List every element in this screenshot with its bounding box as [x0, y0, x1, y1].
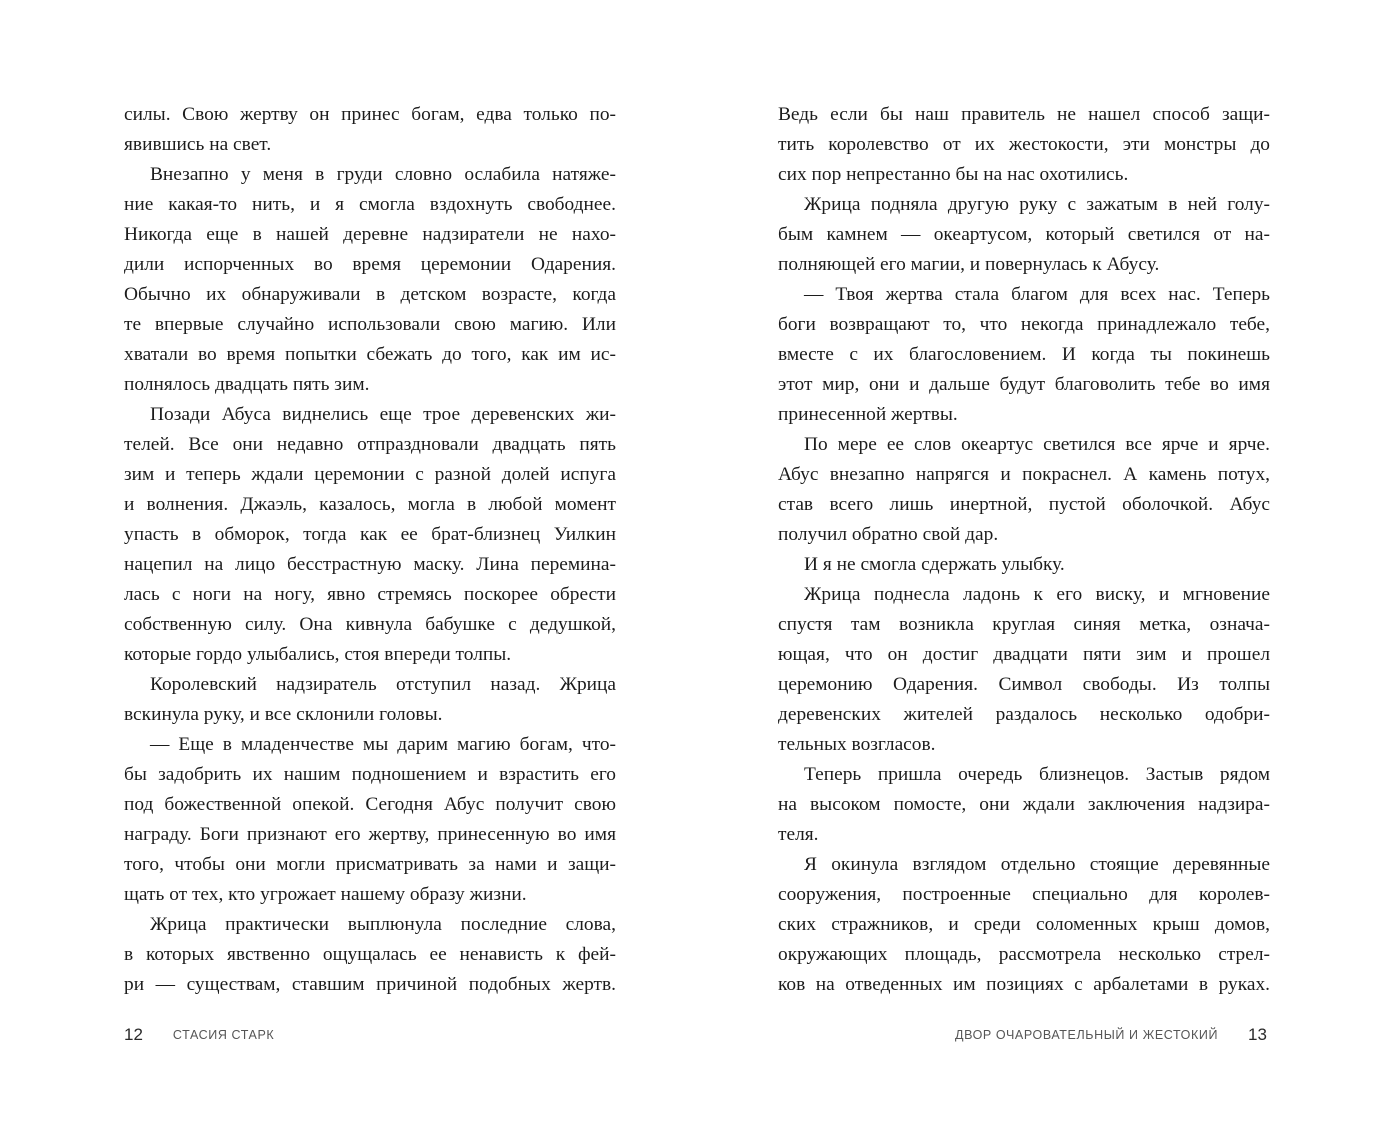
text-line: деревенских жителей раздалось несколько одобри- — [778, 704, 1270, 725]
text-line: Ведь если бы наш правитель не нашел способ защи- — [778, 104, 1270, 125]
text-line: И я не смогла сдержать улыбку. — [804, 554, 1065, 575]
text-line: Позади Абуса виднелись еще трое деревенских жи- — [150, 404, 616, 425]
text-line: на высоком помосте, они ждали заключения надзира- — [778, 794, 1270, 815]
text-line: которые гордо улыбались, стоя впереди толпы. — [124, 644, 512, 665]
text-line: Никогда еще в нашей деревне надзиратели не нахо- — [124, 224, 616, 245]
text-line: став всего лишь инертной, пустой оболочкой. Абус — [778, 494, 1270, 515]
text-line: спустя там возникла круглая синяя метка, означа- — [778, 614, 1270, 635]
text-line: явившись на свет. — [124, 134, 272, 155]
text-line: Жрица практически выплюнула последние слова, — [150, 914, 616, 935]
text-line: принесенной жертвы. — [778, 404, 958, 425]
text-line: в которых явственно ощущалась ее ненависть к фей- — [124, 944, 616, 965]
left-page-text — [124, 100, 616, 1000]
text-line: этот мир, они и дальше будут благоволить тебе во имя — [778, 374, 1270, 395]
text-line: щать от тех, кто угрожает нашему образу жизни. — [124, 884, 527, 905]
text-line: вскинула руку, и все склонили головы. — [124, 704, 443, 725]
text-line: теля. — [778, 824, 819, 845]
text-line: Я окинула взглядом отдельно стоящие деревянные — [804, 854, 1270, 875]
text-line: полнялось двадцать пять зим. — [124, 374, 370, 395]
text-line: те впервые случайно использовали свою магию. Или — [124, 314, 616, 335]
text-line: Обычно их обнаруживали в детском возрасте, когда — [124, 284, 616, 305]
text-line: нацепил на лицо бесстрастную маску. Лина перемина- — [124, 554, 616, 575]
text-line: — Еще в младенчестве мы дарим магию богам, что- — [150, 734, 616, 755]
text-line: под божественной опекой. Сегодня Абус получит свою — [124, 794, 616, 815]
text-line: ков на отведенных им позициях с арбалетами в руках. — [778, 974, 1270, 995]
text-line: сих пор непрестанно бы на нас охотились. — [778, 164, 1129, 185]
text-line: Теперь пришла очередь близнецов. Застыв рядом — [804, 764, 1270, 785]
text-line: награду. Боги признают его жертву, принесенную во имя — [124, 824, 616, 845]
text-line: сооружения, построенные специально для королев- — [778, 884, 1270, 905]
text-line: тить королевство от их жестокости, эти монстры до — [778, 134, 1270, 155]
text-line: ние какая-то нить, и я смогла вздохнуть свободнее. — [124, 194, 616, 215]
text-line: хватали во время попытки сбежать до того, как им ис- — [124, 344, 616, 365]
text-line: силы. Свою жертву он принес богам, едва только по- — [124, 104, 616, 125]
text-line: бым камнем — океартусом, который светился от на- — [778, 224, 1270, 245]
text-line: ри — существам, ставшим причиной подобных жертв. — [124, 974, 616, 995]
text-line: и волнения. Джаэль, казалось, могла в любой момент — [124, 494, 616, 515]
text-line: упасть в обморок, тогда как ее брат-близнец Уилкин — [124, 524, 616, 545]
text-line: По мере ее слов океартус светился все ярче и ярче. — [804, 434, 1270, 455]
page-number-left: 12 — [124, 1025, 143, 1044]
text-line: дили испорченных во время церемонии Одарения. — [124, 254, 616, 275]
text-line: тельных возгласов. — [778, 734, 936, 755]
text-line: вместе с их благословением. И когда ты покинешь — [778, 344, 1270, 365]
page-number-right: 13 — [1248, 1025, 1267, 1044]
running-head-author: СТАСИЯ СТАРК — [172, 1028, 275, 1042]
running-head-title: ДВОР ОЧАРОВАТЕЛЬНЫЙ И ЖЕСТОКИЙ — [955, 1028, 1219, 1042]
text-line: получил обратно свой дар. — [778, 524, 999, 545]
left-page — [124, 100, 616, 1000]
text-line: того, чтобы они могли присматривать за нами и защи- — [124, 854, 616, 875]
text-line: ских стражников, и среди соломенных крыш домов, — [778, 914, 1270, 935]
text-line: полняющей его магии, и повернулась к Абусу. — [778, 254, 1160, 275]
text-line: церемонию Одарения. Символ свободы. Из толпы — [778, 674, 1270, 695]
text-line: лась с ноги на ногу, явно стремясь поскорее обрести — [124, 584, 616, 605]
right-page — [778, 100, 1270, 1000]
text-line: Внезапно у меня в груди словно ослабила натяже- — [150, 164, 616, 185]
right-page-text — [778, 100, 1270, 1000]
text-line: собственную силу. Она кивнула бабушке с дедушкой, — [124, 614, 616, 635]
text-line: Королевский надзиратель отступил назад. Жрица — [150, 674, 616, 695]
text-line: Жрица поднесла ладонь к его виску, и мгновение — [804, 584, 1270, 605]
text-line: Абус внезапно напрягся и покраснел. А камень потух, — [778, 464, 1270, 485]
text-line: телей. Все они недавно отпраздновали двадцать пять — [124, 434, 616, 455]
text-line: окружающих площадь, рассмотрела несколько стрел- — [778, 944, 1270, 965]
right-page-footer — [955, 1022, 1267, 1048]
left-page-footer — [124, 1022, 274, 1048]
text-line: ющая, что он достиг двадцати пяти зим и прошел — [778, 644, 1270, 665]
text-line: боги возвращают то, что некогда принадлежало тебе, — [778, 314, 1270, 335]
text-line: — Твоя жертва стала благом для всех нас. Теперь — [804, 284, 1270, 305]
text-line: бы задобрить их нашим подношением и взрастить его — [124, 764, 616, 785]
text-line: Жрица подняла другую руку с зажатым в ней голу- — [804, 194, 1270, 215]
text-line: зим и теперь ждали церемонии с разной долей испуга — [124, 464, 616, 485]
